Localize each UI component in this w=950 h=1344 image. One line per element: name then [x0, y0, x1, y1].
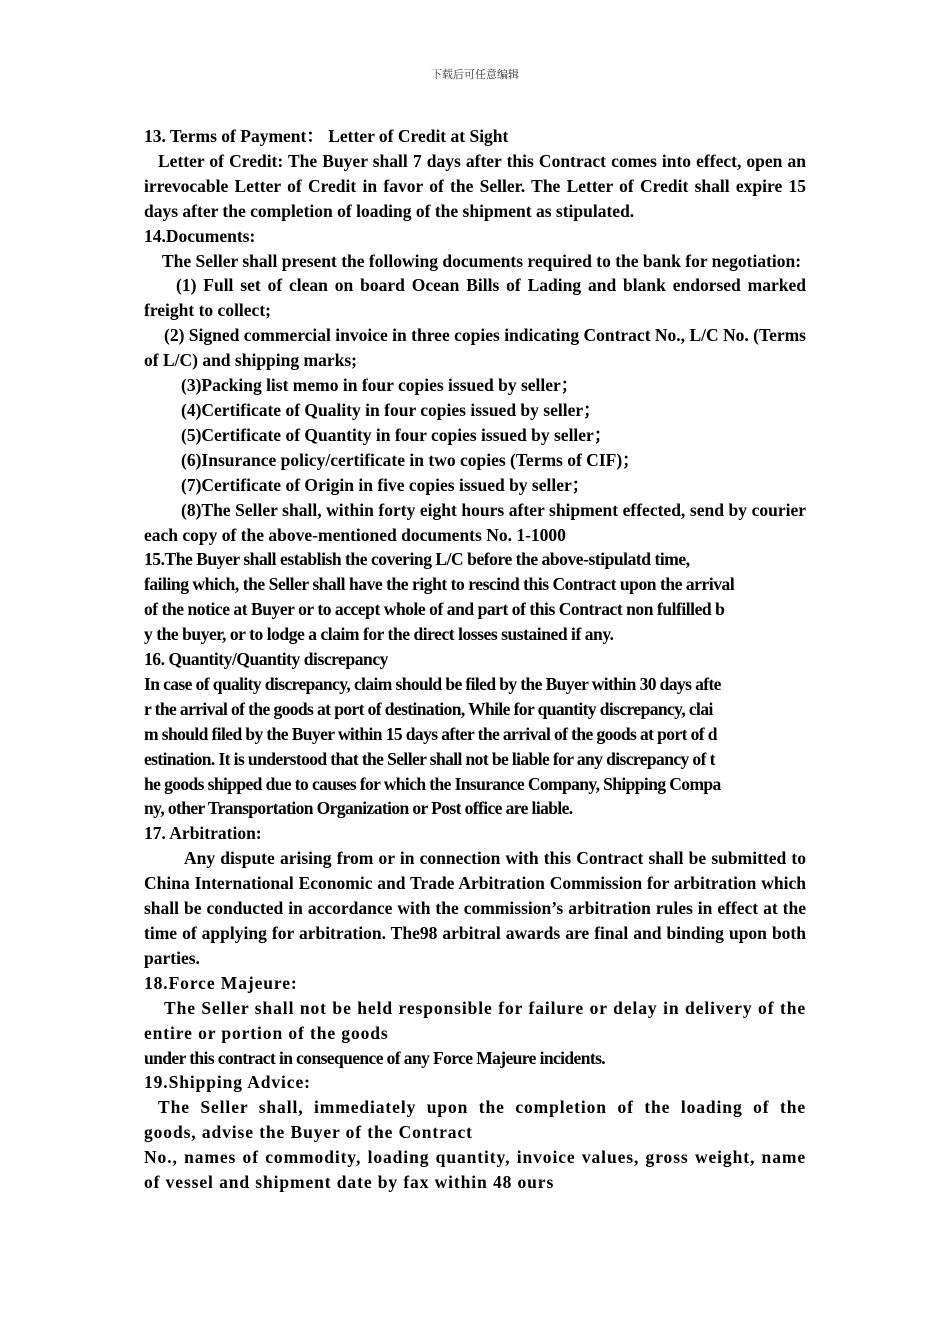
section-14-title: 14.Documents: — [144, 225, 256, 246]
document-item-3: (3)Packing list memo in four copies issued by seller； — [181, 375, 579, 396]
document-item-2: (2) Signed commercial invoice in three copies indicating Contract No., L/C No. (Terms of L/C) and shipping marks; — [144, 325, 806, 371]
document-item-7: (7)Certificate of Origin in five copies issued by seller； — [181, 474, 590, 495]
section-18-body-2: under this contract in consequence of any Force Majeure incidents. — [144, 1047, 606, 1068]
section-15-line-3: of the notice at Buyer or to accept whole of and part of this Contract non fulfilled b — [144, 599, 725, 620]
section-19-body: The Seller shall, immediately upon the completion of the loading of the goods, advise the Buyer of the Contract — [144, 1097, 806, 1143]
section-17-title: 17. Arbitration: — [144, 823, 262, 844]
section-16-line-5: he goods shipped due to causes for which the Insurance Company, Shipping Compa — [144, 773, 721, 794]
section-16-line-2: r the arrival of the goods at port of destination, While for quantity discrepancy, clai — [144, 698, 713, 719]
document-item-1: (1) Full set of clean on board Ocean Bills of Lading and blank endorsed marked freight to collect; — [144, 275, 806, 321]
section-16-title: 16. Quantity/Quantity discrepancy — [144, 649, 388, 670]
section-18-body: The Seller shall not be held responsible for failure or delay in delivery of the entire or portion of the goods — [144, 997, 806, 1043]
section-15-line-2: failing which, the Seller shall have the right to rescind this Contract upon the arrival — [144, 574, 735, 595]
section-15-line-4: y the buyer, or to lodge a claim for the direct losses sustained if any. — [144, 624, 614, 645]
section-19-title: 19.Shipping Advice: — [144, 1072, 311, 1093]
document-item-6: (6)Insurance policy/certificate in two copies (Terms of CIF)； — [181, 449, 640, 470]
document-item-8: (8)The Seller shall, within forty eight hours after shipment effected, send by courier each copy of the above-mentioned documents No. 1-1000 — [144, 499, 806, 545]
section-16-line-6: ny, other Transportation Organization or Post office are liable. — [144, 798, 573, 819]
section-16-line-1: In case of quality discrepancy, claim should be filed by the Buyer within 30 days afte — [144, 673, 721, 694]
section-13-title: 13. Terms of Payment： Letter of Credit at Sight — [144, 126, 509, 146]
section-16-line-4: estination. It is understood that the Seller shall not be liable for any discrepancy of t — [144, 748, 715, 769]
section-18-title: 18.Force Majeure: — [144, 972, 298, 993]
document-item-4: (4)Certificate of Quality in four copies issued by seller； — [181, 399, 601, 420]
document-body — [144, 124, 806, 1195]
section-14-intro: The Seller shall present the following documents required to the bank for negotiation: — [162, 250, 802, 271]
section-16-line-3: m should filed by the Buyer within 15 days after the arrival of the goods at port of d — [144, 723, 717, 744]
section-15-line-1: 15.The Buyer shall establish the covering L/C before the above-stipulatd time, — [144, 549, 690, 570]
section-17-body: Any dispute arising from or in connection with this Contract shall be submitted to China International Economic and Trade Arbitration Commission for arbitration which shall be conducted in accordance with the commission’s arbitration rules in effect at the time of applying for arbitration. The98 arbitral awards are final and binding upon both parties. — [144, 848, 806, 968]
document-item-5: (5)Certificate of Quantity in four copies issued by seller； — [181, 424, 612, 445]
section-13-body: Letter of Credit: The Buyer shall 7 days after this Contract comes into effect, open an irrevocable Letter of Credit in favor of the Seller. The Letter of Credit shall expire 15 days after the completion of loading of the shipment as stipulated. — [144, 150, 806, 221]
page-header: 下载后可任意编辑 — [431, 68, 519, 81]
section-19-body-2: No., names of commodity, loading quantity, invoice values, gross weight, name of vessel and shipment date by fax within 48 ours — [144, 1147, 806, 1193]
